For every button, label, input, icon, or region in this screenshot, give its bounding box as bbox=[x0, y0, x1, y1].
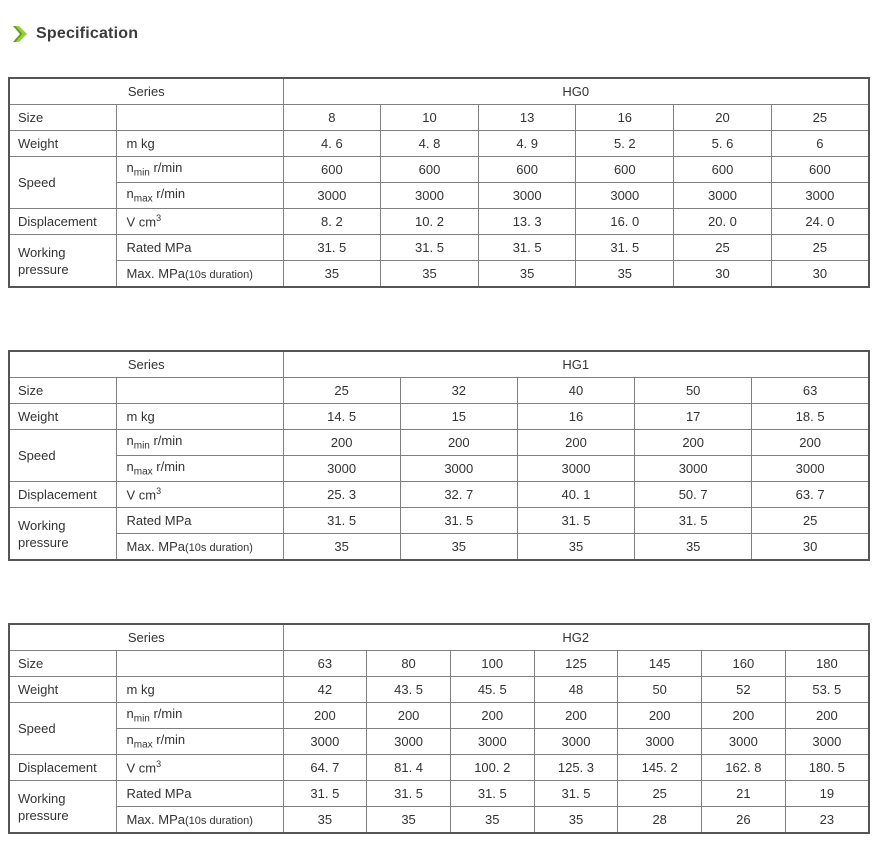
series-name-cell: HG0 bbox=[283, 78, 869, 105]
nmax-value-cell: 3000 bbox=[283, 729, 367, 755]
unit-cell-max: Max. MPa(10s duration) bbox=[116, 534, 283, 561]
weight-value-cell: 16 bbox=[517, 404, 634, 430]
max-value-cell: 30 bbox=[771, 261, 869, 288]
size-value-cell: 125 bbox=[534, 651, 618, 677]
nmin-value-cell: 200 bbox=[400, 430, 517, 456]
size-value-cell: 180 bbox=[785, 651, 869, 677]
max-value-cell: 35 bbox=[450, 807, 534, 834]
weight-value-cell: 43. 5 bbox=[367, 677, 451, 703]
nmin-value-cell: 200 bbox=[450, 703, 534, 729]
row-label-displacement: Displacement bbox=[9, 209, 116, 235]
unit-cell-nmin: $n_{min}$ r/min bbox=[116, 430, 283, 456]
row-label-weight: Weight bbox=[9, 131, 116, 157]
displacement-value-cell: 145. 2 bbox=[618, 755, 702, 781]
nmin-value-cell: 200 bbox=[618, 703, 702, 729]
chevron-right-icon bbox=[10, 25, 28, 43]
size-value-cell: 145 bbox=[618, 651, 702, 677]
nmax-value-cell: 3000 bbox=[400, 456, 517, 482]
max-value-cell: 35 bbox=[517, 534, 634, 561]
row-label-displacement: Displacement bbox=[9, 482, 116, 508]
row-label-weight: Weight bbox=[9, 404, 116, 430]
unit-cell-displacement: V $cm^3$ bbox=[116, 209, 283, 235]
rated-value-cell: 25 bbox=[618, 781, 702, 807]
row-label-size: Size bbox=[9, 378, 116, 404]
max-value-cell: 35 bbox=[367, 807, 451, 834]
max-value-cell: 28 bbox=[618, 807, 702, 834]
size-value-cell: 20 bbox=[674, 105, 772, 131]
unit-cell-rated: Rated MPa bbox=[116, 235, 283, 261]
max-value-cell: 35 bbox=[576, 261, 674, 288]
nmax-value-cell: 3000 bbox=[618, 729, 702, 755]
size-value-cell: 16 bbox=[576, 105, 674, 131]
rated-value-cell: 31. 5 bbox=[283, 235, 381, 261]
weight-value-cell: 50 bbox=[618, 677, 702, 703]
row-label-working-pressure: Working pressure bbox=[9, 508, 116, 561]
rated-value-cell: 31. 5 bbox=[283, 781, 367, 807]
size-value-cell: 63 bbox=[752, 378, 869, 404]
nmax-value-cell: 3000 bbox=[283, 183, 381, 209]
displacement-value-cell: 180. 5 bbox=[785, 755, 869, 781]
rated-value-cell: 31. 5 bbox=[576, 235, 674, 261]
nmin-value-cell: 600 bbox=[283, 157, 381, 183]
nmax-value-cell: 3000 bbox=[771, 183, 869, 209]
displacement-value-cell: 10. 2 bbox=[381, 209, 479, 235]
nmin-value-cell: 200 bbox=[785, 703, 869, 729]
unit-cell-size-empty bbox=[116, 651, 283, 677]
weight-value-cell: 53. 5 bbox=[785, 677, 869, 703]
nmin-value-cell: 200 bbox=[635, 430, 752, 456]
max-value-cell: 35 bbox=[400, 534, 517, 561]
rated-value-cell: 31. 5 bbox=[635, 508, 752, 534]
nmin-value-cell: 600 bbox=[478, 157, 576, 183]
displacement-value-cell: 16. 0 bbox=[576, 209, 674, 235]
unit-cell-rated: Rated MPa bbox=[116, 508, 283, 534]
row-label-weight: Weight bbox=[9, 677, 116, 703]
spec-table-hg2 bbox=[8, 623, 870, 834]
nmax-value-cell: 3000 bbox=[367, 729, 451, 755]
displacement-value-cell: 81. 4 bbox=[367, 755, 451, 781]
weight-value-cell: 14. 5 bbox=[283, 404, 400, 430]
rated-value-cell: 25 bbox=[674, 235, 772, 261]
max-value-cell: 30 bbox=[752, 534, 869, 561]
displacement-value-cell: 50. 7 bbox=[635, 482, 752, 508]
displacement-value-cell: 8. 2 bbox=[283, 209, 381, 235]
weight-value-cell: 4. 6 bbox=[283, 131, 381, 157]
nmin-value-cell: 200 bbox=[702, 703, 786, 729]
weight-value-cell: 4. 8 bbox=[381, 131, 479, 157]
nmax-value-cell: 3000 bbox=[534, 729, 618, 755]
nmin-value-cell: 200 bbox=[367, 703, 451, 729]
nmin-value-cell: 600 bbox=[674, 157, 772, 183]
row-label-working-pressure: Working pressure bbox=[9, 781, 116, 834]
rated-value-cell: 21 bbox=[702, 781, 786, 807]
row-label-speed: Speed bbox=[9, 703, 116, 755]
max-value-cell: 35 bbox=[635, 534, 752, 561]
nmin-value-cell: 200 bbox=[283, 703, 367, 729]
max-value-cell: 30 bbox=[674, 261, 772, 288]
rated-value-cell: 25 bbox=[752, 508, 869, 534]
displacement-value-cell: 63. 7 bbox=[752, 482, 869, 508]
size-value-cell: 50 bbox=[635, 378, 752, 404]
size-value-cell: 160 bbox=[702, 651, 786, 677]
row-label-size: Size bbox=[9, 651, 116, 677]
unit-cell-nmin: $n_{min}$ r/min bbox=[116, 703, 283, 729]
weight-value-cell: 52 bbox=[702, 677, 786, 703]
displacement-value-cell: 32. 7 bbox=[400, 482, 517, 508]
size-value-cell: 80 bbox=[367, 651, 451, 677]
unit-cell-rated: Rated MPa bbox=[116, 781, 283, 807]
displacement-value-cell: 125. 3 bbox=[534, 755, 618, 781]
unit-cell-size-empty bbox=[116, 105, 283, 131]
rated-value-cell: 31. 5 bbox=[400, 508, 517, 534]
nmax-value-cell: 3000 bbox=[785, 729, 869, 755]
rated-value-cell: 31. 5 bbox=[367, 781, 451, 807]
unit-cell-displacement: V $cm^3$ bbox=[116, 482, 283, 508]
rated-value-cell: 25 bbox=[771, 235, 869, 261]
nmax-value-cell: 3000 bbox=[381, 183, 479, 209]
nmax-value-cell: 3000 bbox=[635, 456, 752, 482]
row-label-working-pressure: Working pressure bbox=[9, 235, 116, 288]
unit-cell-displacement: V $cm^3$ bbox=[116, 755, 283, 781]
max-value-cell: 35 bbox=[478, 261, 576, 288]
rated-value-cell: 31. 5 bbox=[478, 235, 576, 261]
row-label-speed: Speed bbox=[9, 430, 116, 482]
unit-cell-weight: m kg bbox=[116, 131, 283, 157]
displacement-value-cell: 40. 1 bbox=[517, 482, 634, 508]
rated-value-cell: 31. 5 bbox=[381, 235, 479, 261]
page-title: Specification bbox=[36, 25, 139, 42]
rated-value-cell: 31. 5 bbox=[450, 781, 534, 807]
series-header-cell: Series bbox=[9, 351, 283, 378]
series-header-cell: Series bbox=[9, 624, 283, 651]
unit-cell-weight: m kg bbox=[116, 404, 283, 430]
size-value-cell: 25 bbox=[771, 105, 869, 131]
series-name-cell: HG1 bbox=[283, 351, 869, 378]
rated-value-cell: 31. 5 bbox=[517, 508, 634, 534]
displacement-value-cell: 24. 0 bbox=[771, 209, 869, 235]
max-value-cell: 35 bbox=[283, 261, 381, 288]
size-value-cell: 10 bbox=[381, 105, 479, 131]
nmin-value-cell: 600 bbox=[576, 157, 674, 183]
weight-value-cell: 17 bbox=[635, 404, 752, 430]
weight-value-cell: 42 bbox=[283, 677, 367, 703]
max-value-cell: 23 bbox=[785, 807, 869, 834]
weight-value-cell: 15 bbox=[400, 404, 517, 430]
spec-table-hg1 bbox=[8, 350, 870, 561]
displacement-value-cell: 64. 7 bbox=[283, 755, 367, 781]
displacement-value-cell: 162. 8 bbox=[702, 755, 786, 781]
nmax-value-cell: 3000 bbox=[517, 456, 634, 482]
rated-value-cell: 31. 5 bbox=[283, 508, 400, 534]
rated-value-cell: 31. 5 bbox=[534, 781, 618, 807]
unit-cell-nmax: $n_{max}$ r/min bbox=[116, 456, 283, 482]
nmax-value-cell: 3000 bbox=[283, 456, 400, 482]
nmin-value-cell: 200 bbox=[534, 703, 618, 729]
weight-value-cell: 45. 5 bbox=[450, 677, 534, 703]
max-value-cell: 35 bbox=[283, 534, 400, 561]
displacement-value-cell: 13. 3 bbox=[478, 209, 576, 235]
unit-cell-max: Max. MPa(10s duration) bbox=[116, 807, 283, 834]
rated-value-cell: 19 bbox=[785, 781, 869, 807]
nmin-value-cell: 200 bbox=[283, 430, 400, 456]
size-value-cell: 63 bbox=[283, 651, 367, 677]
nmax-value-cell: 3000 bbox=[752, 456, 869, 482]
max-value-cell: 26 bbox=[702, 807, 786, 834]
displacement-value-cell: 25. 3 bbox=[283, 482, 400, 508]
nmin-value-cell: 200 bbox=[517, 430, 634, 456]
size-value-cell: 25 bbox=[283, 378, 400, 404]
displacement-value-cell: 100. 2 bbox=[450, 755, 534, 781]
spec-table-hg0 bbox=[8, 77, 870, 288]
nmax-value-cell: 3000 bbox=[674, 183, 772, 209]
size-value-cell: 8 bbox=[283, 105, 381, 131]
unit-cell-nmin: $n_{min}$ r/min bbox=[116, 157, 283, 183]
displacement-value-cell: 20. 0 bbox=[674, 209, 772, 235]
max-value-cell: 35 bbox=[283, 807, 367, 834]
unit-cell-max: Max. MPa(10s duration) bbox=[116, 261, 283, 288]
size-value-cell: 32 bbox=[400, 378, 517, 404]
nmax-value-cell: 3000 bbox=[450, 729, 534, 755]
row-label-displacement: Displacement bbox=[9, 755, 116, 781]
nmin-value-cell: 200 bbox=[752, 430, 869, 456]
nmax-value-cell: 3000 bbox=[478, 183, 576, 209]
nmax-value-cell: 3000 bbox=[702, 729, 786, 755]
unit-cell-nmax: $n_{max}$ r/min bbox=[116, 183, 283, 209]
weight-value-cell: 4. 9 bbox=[478, 131, 576, 157]
size-value-cell: 100 bbox=[450, 651, 534, 677]
row-label-size: Size bbox=[9, 105, 116, 131]
series-name-cell: HG2 bbox=[283, 624, 869, 651]
spec-tables-container bbox=[8, 77, 868, 834]
series-header-cell: Series bbox=[9, 78, 283, 105]
size-value-cell: 40 bbox=[517, 378, 634, 404]
row-label-speed: Speed bbox=[9, 157, 116, 209]
weight-value-cell: 48 bbox=[534, 677, 618, 703]
section-header bbox=[10, 24, 873, 44]
nmax-value-cell: 3000 bbox=[576, 183, 674, 209]
unit-cell-weight: m kg bbox=[116, 677, 283, 703]
size-value-cell: 13 bbox=[478, 105, 576, 131]
unit-cell-size-empty bbox=[116, 378, 283, 404]
weight-value-cell: 5. 6 bbox=[674, 131, 772, 157]
unit-cell-nmax: $n_{max}$ r/min bbox=[116, 729, 283, 755]
weight-value-cell: 5. 2 bbox=[576, 131, 674, 157]
max-value-cell: 35 bbox=[381, 261, 479, 288]
weight-value-cell: 18. 5 bbox=[752, 404, 869, 430]
nmin-value-cell: 600 bbox=[381, 157, 479, 183]
weight-value-cell: 6 bbox=[771, 131, 869, 157]
nmin-value-cell: 600 bbox=[771, 157, 869, 183]
max-value-cell: 35 bbox=[534, 807, 618, 834]
